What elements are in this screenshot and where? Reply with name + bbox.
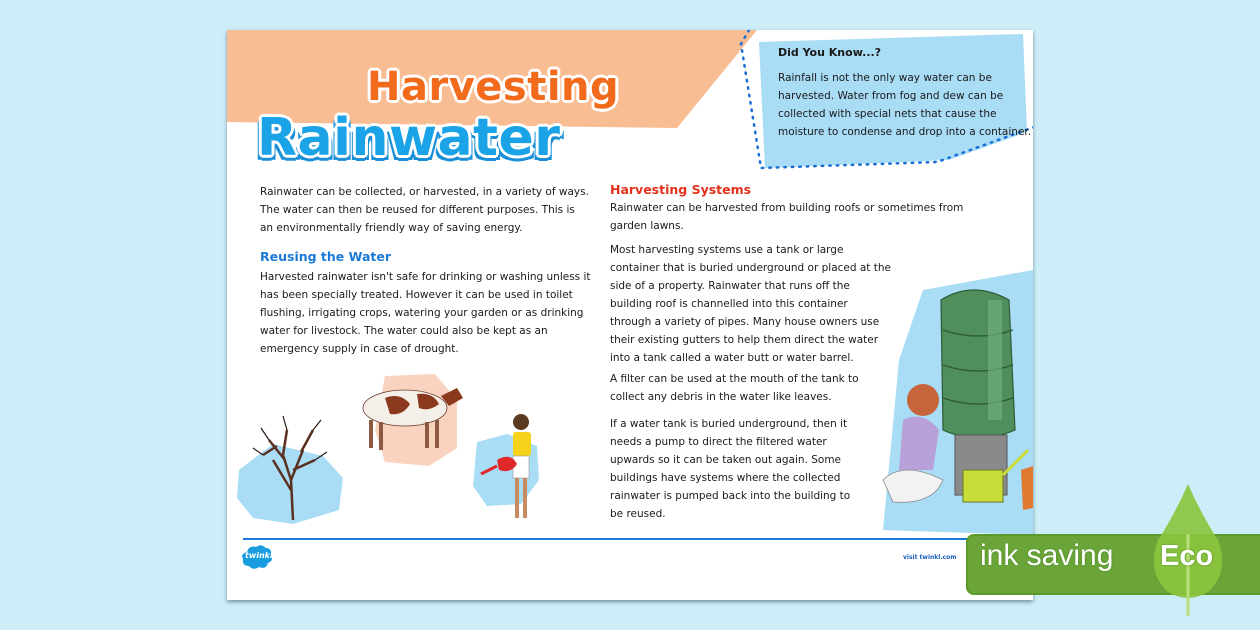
systems-paragraph-4: If a water tank is buried underground, then it needs a pump to direct the filtered water upwards so it can be taken out again. Some buildings have systems where the collected rainwater is pumped back into the building to be reused. [610,418,851,520]
reusing-heading: Reusing the Water [260,249,392,264]
systems-paragraph-1: Rainwater can be harvested from building roofs or sometimes from garden lawns. [610,202,964,232]
visit-twinkl-link[interactable]: visit twinkl.com [903,554,957,561]
water-butt-illustration [863,270,1033,540]
title-harvesting: Harvesting [367,64,620,110]
girl-watering-can-illustration [467,408,567,538]
twinkl-logo-text: twinkl [245,551,273,560]
systems-heading: Harvesting Systems [610,182,752,197]
tree-illustration [233,400,353,530]
ink-saving-label: ink saving [980,539,1114,572]
did-you-know-heading: Did You Know...? [778,46,882,59]
eco-label: Eco [1160,540,1214,572]
intro-paragraph: Rainwater can be collected, or harvested, in a variety of ways. The water can then be reused for different purposes. This is an environmentally friendly way of saving energy. [260,186,589,234]
systems-paragraph-3: A filter can be used at the mouth of the tank to collect any debris in the water like leaves. [610,373,859,403]
reusing-paragraph: Harvested rainwater isn't safe for drinking or washing unless it has been specially treated. However it can be used in toilet flushing, irrigating crops, watering your garden or as drinking water for livestock. The water could also be kept as an emergency supply in case of drought. [260,271,591,355]
did-you-know-text: Rainfall is not the only way water can be harvested. Water from fog and dew can be collected with special nets that cause the moisture to condense and drop into a container. [778,72,1032,138]
systems-paragraph-2: Most harvesting systems use a tank or large container that is buried underground or placed at the side of a property. Rainwater that runs off the building roof is channelled into this container through a variety of pipes. Many house owners use their existing gutters to help them direct the water into a tank called a water butt or water barrel. [610,244,891,364]
cow-illustration [345,370,475,470]
worksheet-page [227,30,1033,600]
title-rainwater: Rainwater [257,108,561,168]
footer-divider [243,538,1033,540]
